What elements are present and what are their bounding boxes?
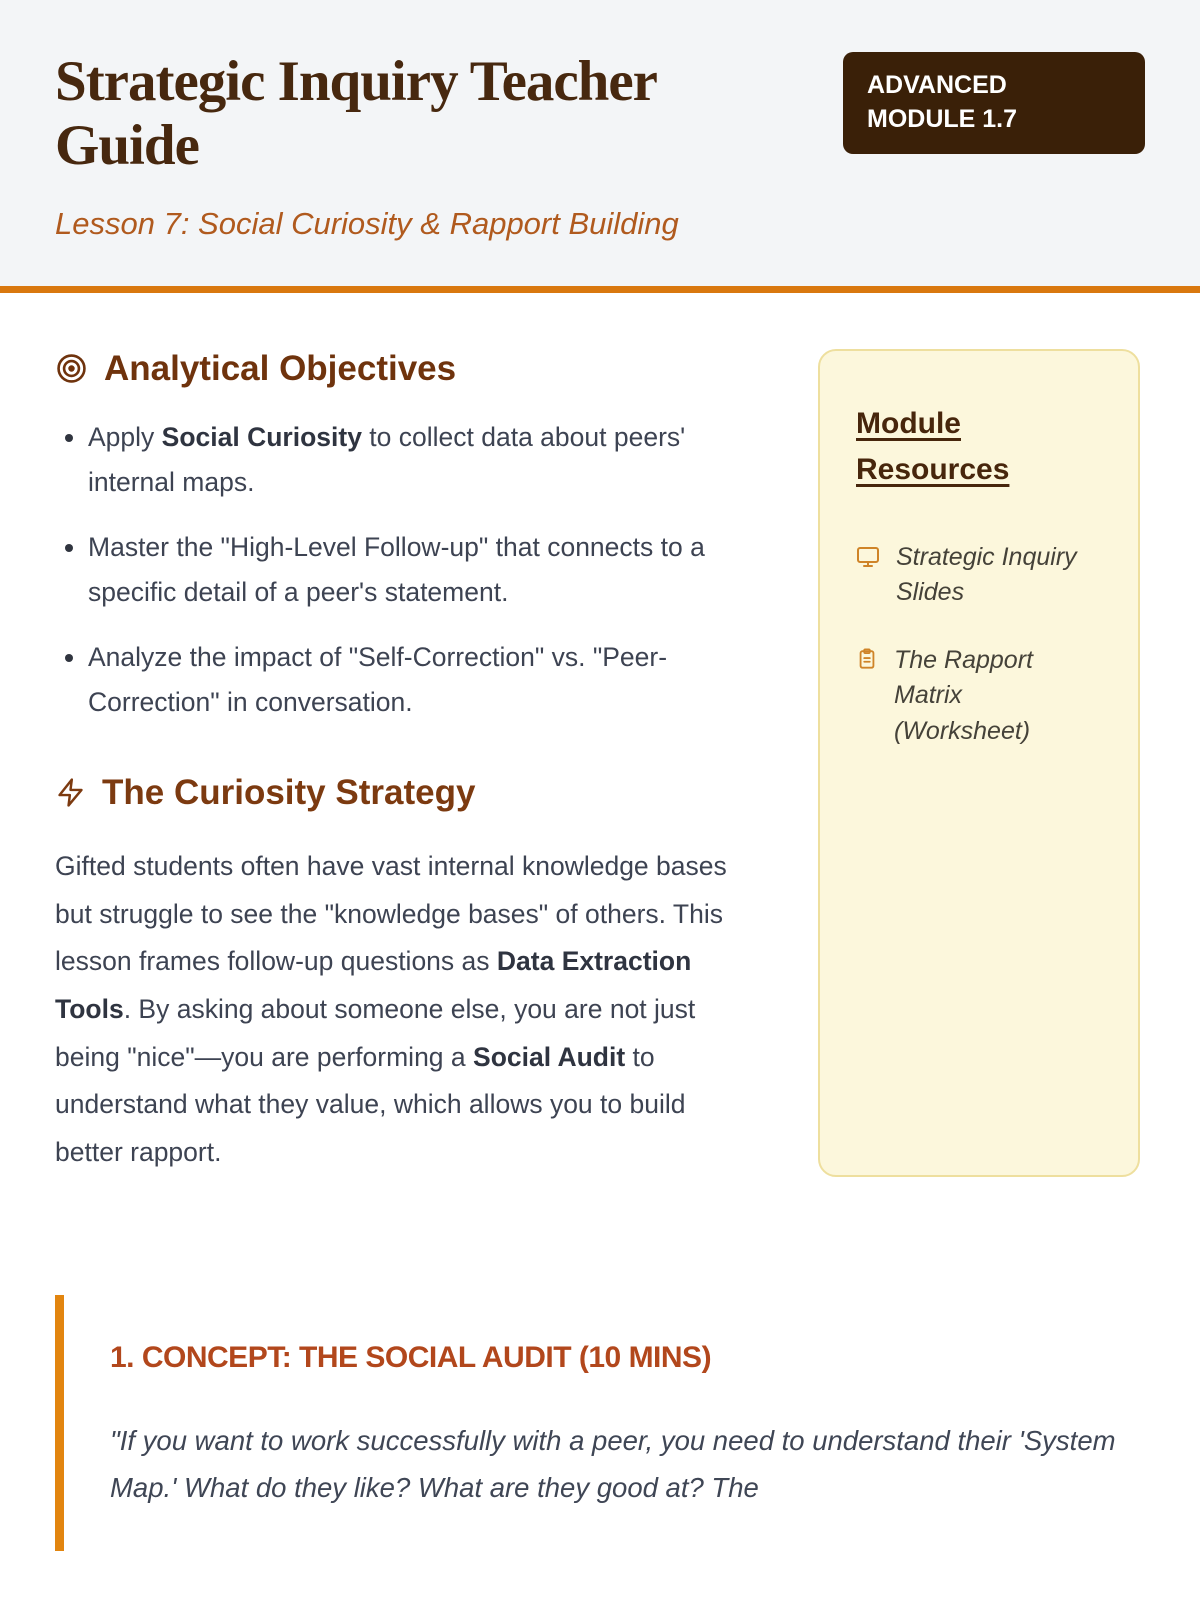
- main-content: [0, 293, 1200, 1177]
- objective-bold: Social Curiosity: [161, 421, 362, 452]
- objective-item: [88, 415, 770, 505]
- module-badge: ADVANCED MODULE 1.7: [843, 52, 1145, 154]
- module-resources-card: [818, 349, 1140, 1177]
- strategy-text: Gifted students often have vast internal knowledge bases but struggle to see the "knowledge bases" of others. This lesson frames follow-up questions as: [55, 850, 727, 977]
- objectives-heading-label: Analytical Objectives: [104, 348, 457, 388]
- resource-item: [856, 643, 1102, 750]
- objective-text: to collect data about peers' internal maps.: [88, 421, 686, 497]
- activity-quote: "If you want to work successfully with a peer, you need to understand their 'System Map.' What do they like? What are they good at? The: [110, 1424, 1116, 1504]
- objective-text: Analyze the impact of "Self-Correction" vs. "Peer-Correction" in conversation.: [88, 641, 668, 717]
- objectives-heading: [55, 349, 770, 389]
- strategy-bold: Data Extraction Tools: [55, 946, 692, 1024]
- activity-section: [55, 1295, 1140, 1552]
- objective-item: [88, 635, 770, 725]
- objectives-list: [88, 415, 770, 725]
- page-title: Strategic Inquiry Teacher Guide: [55, 50, 656, 177]
- objective-text: Master the "High-Level Follow-up" that connects to a specific detail of a peer's statement.: [88, 531, 705, 607]
- resource-label: The Rapport Matrix (Worksheet): [894, 645, 1033, 745]
- lesson-subtitle: Lesson 7: Social Curiosity & Rapport Building: [55, 205, 679, 241]
- page-header: [0, 0, 1200, 293]
- lightning-icon: [55, 777, 86, 808]
- strategy-text: . By asking about someone else, you are not just being "nice"—you are performing a: [55, 994, 696, 1072]
- activity-heading: 1. CONCEPT: THE SOCIAL AUDIT (10 MINS): [110, 1340, 712, 1374]
- strategy-heading-label: The Curiosity Strategy: [102, 772, 476, 812]
- strategy-paragraph: [55, 843, 755, 1177]
- objective-item: [88, 525, 770, 615]
- objective-text: Apply: [88, 421, 162, 452]
- resources-heading: Module Resources: [856, 406, 1010, 487]
- target-icon: [55, 352, 88, 385]
- strategy-heading: [55, 773, 770, 813]
- resource-item: [856, 540, 1102, 611]
- strategy-text: to understand what they value, which allows you to build better rapport.: [55, 1041, 686, 1168]
- monitor-icon: [856, 545, 880, 574]
- clipboard-icon: [856, 648, 878, 675]
- resource-label: Strategic Inquiry Slides: [896, 542, 1077, 607]
- lesson-body: [55, 349, 770, 1177]
- strategy-bold: Social Audit: [473, 1041, 626, 1072]
